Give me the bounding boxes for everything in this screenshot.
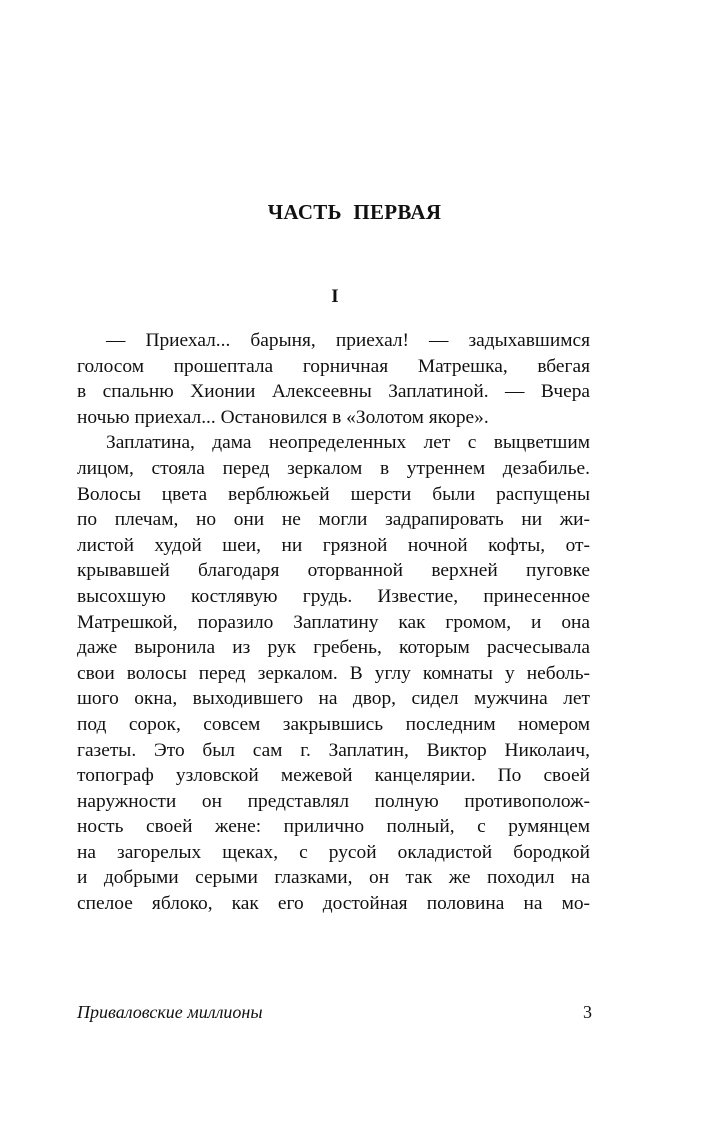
body-text [77,328,590,917]
text-line: даже выронила из рук гребень, которым расчесывала [77,637,590,659]
text-line: топограф узловской межевой канцелярии. По своей [77,765,590,787]
text-line: крывавшей благодаря оторванной верхней пуговке [77,560,590,582]
page-number: 3 [583,1002,592,1022]
text-line: Матрешкой, поразило Заплатину как громом, и она [77,611,590,633]
text-line: голосом прошептала горничная Матрешка, вбегая [77,355,590,377]
text-line: под сорок, совсем закрывшись последним номером [77,713,590,735]
text-line: ность своей жене: прилично полный, с румянцем [77,816,590,838]
text-line: спелое яблоко, как его достойная половина на мо- [77,893,590,915]
text-line: шого окна, выходившего на двор, сидел мужчина лет [77,688,590,710]
text-line: Заплатина, дама неопределенных лет с выцветшим [106,432,590,454]
text-line: по плечам, но они не могли задрапировать ни жи- [77,509,590,531]
text-line: лицом, стояла перед зеркалом в утреннем дезабилье. [77,457,590,479]
text-line: Волосы цвета верблюжьей шерсти были распущены [77,483,590,505]
running-footer-title: Приваловские миллионы [77,1002,263,1022]
text-line: — Приехал... барыня, приехал! — задыхавшимся [106,330,590,351]
text-line: газеты. Это был сам г. Заплатин, Виктор Николаич, [77,739,590,761]
text-line: листой худой шеи, ни грязной ночной кофты, от- [77,534,590,556]
text-line: высохшую костлявую грудь. Известие, принесенное [77,585,590,607]
text-line: на загорелых щеках, с русой окладистой бородкой [77,841,590,863]
text-line: в спальню Хионии Алексеевны Заплатиной. — Вчера [77,381,590,403]
text-line: и добрыми серыми глазками, он так же походил на [77,867,590,889]
chapter-number: I [331,286,339,307]
text-line: ночью приехал... Остановился в «Золотом якоре». [77,406,489,428]
text-line: наружности он представлял полную противополож- [77,790,590,812]
part-title: ЧАСТЬ ПЕРВАЯ [267,200,442,224]
text-line: свои волосы перед зеркалом. В углу комнаты у неболь- [77,662,590,684]
